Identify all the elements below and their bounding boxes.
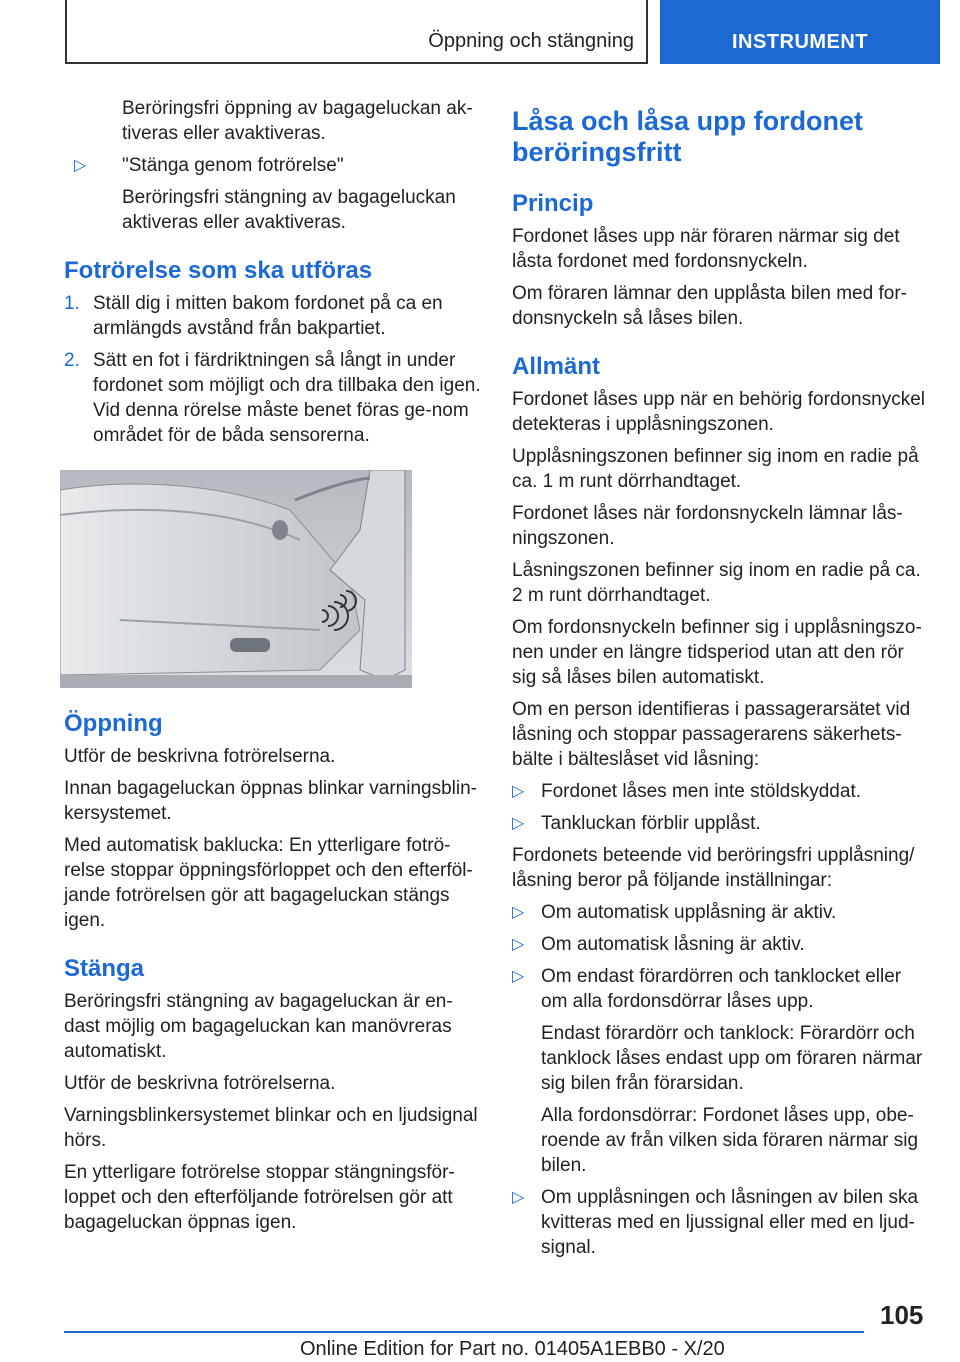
header-frame (65, 0, 648, 64)
foot-motion-illustration (60, 470, 412, 688)
chapter-tab[interactable]: INSTRUMENT (660, 0, 940, 64)
car-rear-illustration (60, 470, 412, 688)
intro-text: Beröringsfri öppning av bagageluckan ak-tiveras eller avaktiveras. (122, 98, 473, 144)
paragraph: Om föraren lämnar den upplåsta bilen med for-donsnyckeln så låses bilen. (512, 283, 907, 329)
heading-foot-motion: Fotrörelse som ska utföras (64, 257, 373, 284)
bullet-subtext: Endast förardörr och tanklock: Förardörr och tanklock låses endast upp om föraren närmar sig bilen från förarsidan. (541, 1023, 923, 1094)
left-column (64, 96, 484, 1242)
paragraph: Beröringsfri stängning av bagageluckan är en-dast möjlig om bagageluckan kan manövreras automatiskt. (64, 991, 453, 1062)
paragraph: Innan bagageluckan öppnas blinkar varningsblin-kersystemet. (64, 778, 478, 824)
bullet-subtext: Alla fordonsdörrar: Fordonet låses upp, obe-roende av från vilken sida föraren närmar sig bilen. (541, 1105, 919, 1176)
footer-divider (64, 1331, 864, 1333)
paragraph: Om fordonsnyckeln befinner sig i upplåsningszo-nen under en längre tidsperiod utan att den rör sig så låses bilen automatiskt. (512, 617, 922, 688)
bullet-item (512, 964, 930, 1014)
step-text: Ställ dig i mitten bakom fordonet på ca en armlängds avstånd från bakpartiet. (93, 293, 443, 339)
bullet-triangle-icon: ▷ (74, 157, 87, 174)
paragraph: Upplåsningszonen befinner sig inom en radie på ca. 1 m runt dörrhandtaget. (512, 446, 919, 492)
bullet-item (512, 811, 930, 836)
step-text: Sätt en fot i färdriktningen så långt in under fordonet som möjligt och dra tillbaka den igen. Vid denna rörelse måste benet föras ge-nom området för de båda sensorerna. (93, 350, 481, 446)
bullet-item (512, 900, 930, 925)
paragraph: Om en person identifieras i passagerarsätet vid låsning och stoppar passagerarens säkerhets-bälte i bälteslåset vid låsning: (512, 699, 911, 770)
heading-opening: Öppning (64, 710, 163, 737)
section-title: Öppning och stängning (428, 30, 634, 52)
bullet-text: Om endast förardörren och tanklocket eller om alla fordonsdörrar låses upp. (541, 966, 902, 1012)
bullet-item (64, 153, 484, 178)
paragraph: En ytterligare fotrörelse stoppar stängningsför-loppet och den efterföljande fotrörelsen gör att bagageluckan öppnas igen. (64, 1162, 455, 1233)
bullet-triangle-icon: ▷ (512, 1189, 525, 1206)
bullet-subtext: Beröringsfri stängning av bagageluckan aktiveras eller avaktiveras. (122, 187, 456, 233)
bullet-text: Om upplåsningen och låsningen av bilen ska kvitteras med en ljussignal eller med en ljud-signal. (541, 1187, 919, 1258)
step-item (64, 291, 484, 341)
bullet-item (512, 779, 930, 804)
paragraph: Fordonet låses upp när en behörig fordonsnyckel detekteras i upplåsningszonen. (512, 389, 925, 435)
bullet-item (512, 932, 930, 957)
bullet-triangle-icon: ▷ (512, 783, 525, 800)
paragraph: Varningsblinkersystemet blinkar och en ljudsignal hörs. (64, 1105, 478, 1151)
paragraph: Låsningszonen befinner sig inom en radie på ca. 2 m runt dörrhandtaget. (512, 560, 921, 606)
bullet-text: Tankluckan förblir upplåst. (541, 813, 761, 834)
paragraph: Fordonet låses när fordonsnyckeln lämnar lås-ningszonen. (512, 503, 903, 549)
paragraph: Fordonets beteende vid beröringsfri upplåsning/ låsning beror på följande inställningar: (512, 845, 915, 891)
step-number: 1. (64, 293, 80, 314)
bullet-triangle-icon: ▷ (512, 936, 525, 953)
page-number: 105 (880, 1300, 924, 1330)
bullet-text: "Stänga genom fotrörelse" (122, 155, 344, 176)
paragraph: Utför de beskrivna fotrörelserna. (64, 746, 336, 767)
heading-principle: Princip (512, 190, 594, 217)
bullet-text: Om automatisk upplåsning är aktiv. (541, 902, 837, 923)
bullet-triangle-icon: ▷ (512, 904, 525, 921)
step-number: 2. (64, 350, 80, 371)
right-column (512, 96, 930, 1267)
bullet-triangle-icon: ▷ (512, 968, 525, 985)
paragraph: Utför de beskrivna fotrörelserna. (64, 1073, 336, 1094)
bullet-text: Fordonet låses men inte stöldskyddat. (541, 781, 862, 802)
heading-general: Allmänt (512, 353, 601, 380)
paragraph: Med automatisk baklucka: En ytterligare fotrö-relse stoppar öppningsförloppet och den efterföl-jande fotrörelsen gör att bagageluckan stängs igen. (64, 835, 473, 931)
bullet-item (512, 1185, 930, 1260)
heading-closing: Stänga (64, 955, 145, 982)
paragraph: Fordonet låses upp när föraren närmar sig det låsta fordonet med fordonsnyckeln. (512, 226, 900, 272)
footer-edition: Online Edition for Part no. 01405A1EBB0 - X/20 (300, 1338, 725, 1360)
bullet-text: Om automatisk låsning är aktiv. (541, 934, 805, 955)
heading-main: Låsa och låsa upp fordonet beröringsfritt (512, 106, 864, 167)
bullet-triangle-icon: ▷ (512, 815, 525, 832)
step-item (64, 348, 484, 448)
